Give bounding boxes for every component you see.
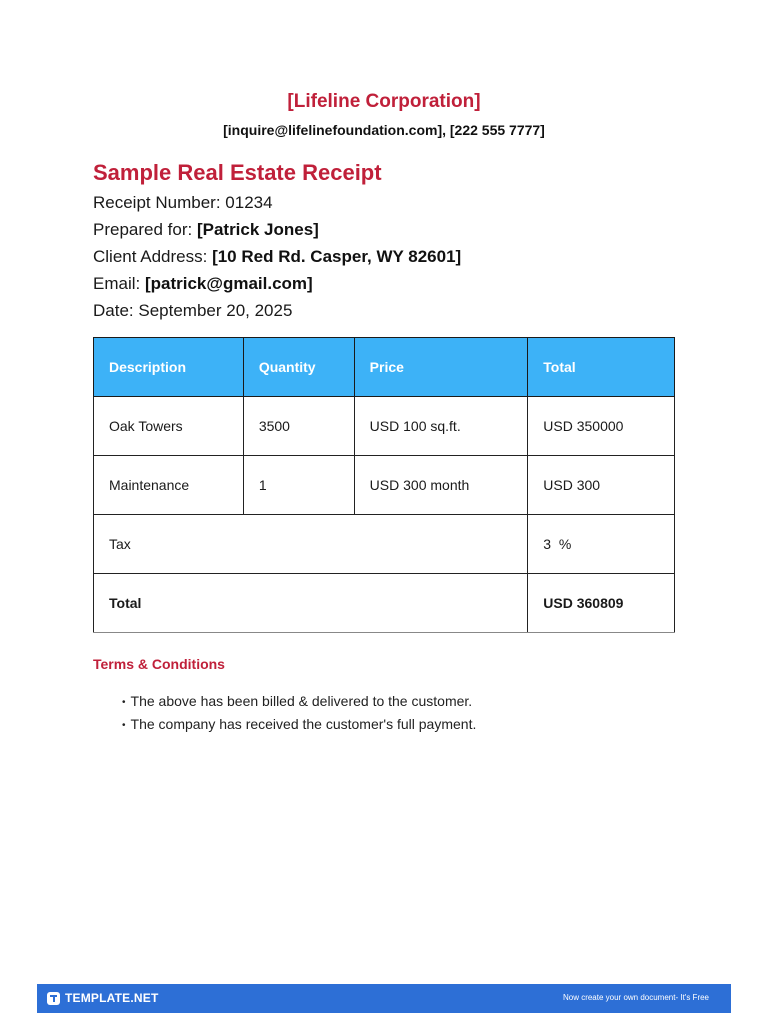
row-quantity: 3500 — [243, 397, 354, 456]
receipt-number-line — [93, 193, 273, 213]
company-contact: [inquire@lifelinefoundation.com], [222 555 7777] — [223, 122, 545, 138]
footer-logo[interactable] — [47, 991, 159, 1005]
row-total: USD 350000 — [528, 397, 675, 456]
row-description: Oak Towers — [94, 397, 244, 456]
prepared-for-value: [Patrick Jones] — [196, 220, 319, 239]
client-address-value: [10 Red Rd. Casper, WY 82601] — [212, 247, 462, 266]
terms-item-text: The company has received the customer's full payment. — [130, 716, 477, 732]
total-label: Total — [94, 574, 528, 633]
tax-value: 3 % — [528, 515, 675, 574]
total-value: USD 360809 — [528, 574, 675, 633]
tax-row — [94, 515, 675, 574]
email-value: [patrick@gmail.com] — [144, 274, 313, 293]
table-header-row — [94, 338, 675, 397]
terms-item-text: The above has been billed & delivered to the customer. — [130, 693, 473, 709]
bullet-icon: • — [122, 720, 126, 731]
document-title: Sample Real Estate Receipt — [93, 160, 382, 185]
prepared-for-line — [93, 220, 319, 240]
date-value: September 20, 2025 — [138, 301, 293, 320]
terms-heading: Terms & Conditions — [93, 656, 225, 672]
table-row — [94, 397, 675, 456]
footer-brand: TEMPLATE.NET — [65, 991, 159, 1005]
bullet-icon: • — [122, 697, 126, 708]
footer-tagline[interactable]: Now create your own document- It's Free — [562, 993, 709, 1002]
receipt-number-value: 01234 — [225, 193, 273, 212]
receipt-number-label: Receipt Number: — [93, 193, 226, 212]
header-price: Price — [354, 338, 528, 397]
client-address-line — [93, 247, 461, 267]
total-row — [94, 574, 675, 633]
header-quantity: Quantity — [243, 338, 354, 397]
row-description: Maintenance — [94, 456, 244, 515]
client-address-label: Client Address: — [93, 247, 213, 266]
header-total: Total — [528, 338, 675, 397]
prepared-for-label: Prepared for: — [93, 220, 197, 239]
row-quantity: 1 — [243, 456, 354, 515]
email-label: Email: — [93, 274, 145, 293]
date-label: Date: — [93, 301, 139, 320]
row-total: USD 300 — [528, 456, 675, 515]
row-price: USD 300 month — [354, 456, 528, 515]
row-price: USD 100 sq.ft. — [354, 397, 528, 456]
date-line — [93, 301, 292, 321]
table-row — [94, 456, 675, 515]
list-item — [122, 693, 476, 716]
footer-banner[interactable] — [37, 984, 731, 1013]
template-logo-icon — [47, 992, 60, 1005]
company-name: [Lifeline Corporation] — [287, 91, 481, 112]
terms-list — [122, 693, 476, 739]
email-line — [93, 274, 313, 294]
list-item — [122, 716, 476, 739]
receipt-table — [93, 337, 675, 633]
tax-label: Tax — [94, 515, 528, 574]
header-description: Description — [94, 338, 244, 397]
